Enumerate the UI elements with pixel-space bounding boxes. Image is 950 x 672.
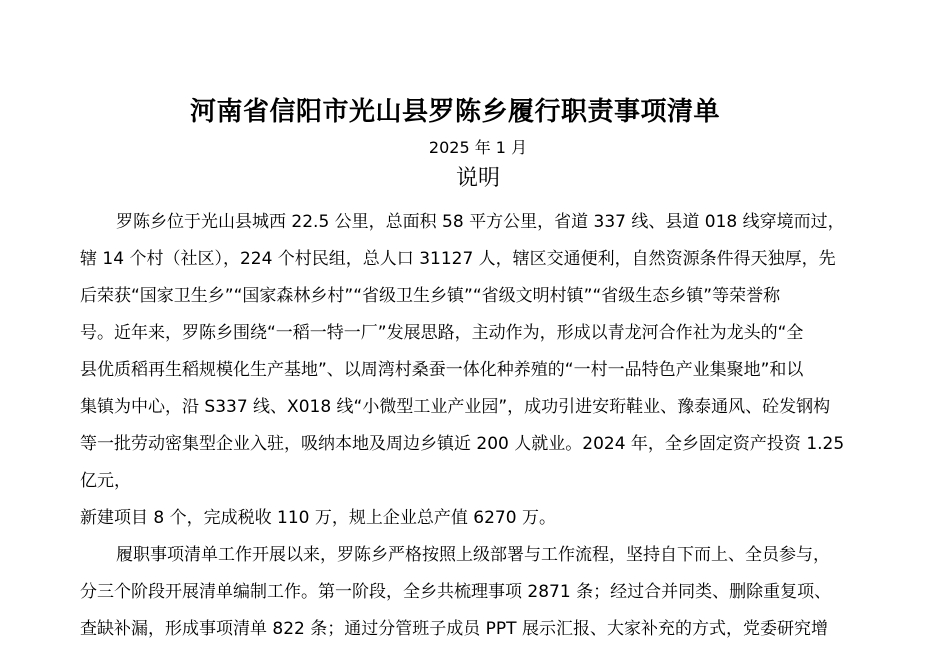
paragraph-line: 辖 14 个村（社区），224 个村民组，总人口 31127 人，辖区交通便利，自然资源条件得天独厚，先 [80, 249, 836, 269]
paragraph-line: 集镇为中心，沿 S337 线、X018 线“小微型工业产业园”，成功引进安珩鞋业、豫泰通风、砼发钢构 [80, 397, 831, 417]
paragraph-line: 后荣获“国家卫生乡”“国家森林乡村”“省级卫生乡镇”“省级文明村镇”“省级生态乡镇”等荣誉称 [80, 286, 781, 306]
paragraph-line: 新建项目 8 个，完成税收 110 万，规上企业总产值 6270 万。 [80, 508, 556, 528]
section-heading: 说明 [455, 166, 500, 191]
paragraph-3 [80, 537, 880, 648]
document-body [80, 204, 880, 648]
paragraph-line: 号。近年来，罗陈乡围绕“一稻一特一厂”发展思路，主动作为，形成以青龙河合作社为龙头的“全 [80, 323, 804, 343]
paragraph-2 [80, 500, 880, 537]
paragraph-line: 罗陈乡位于光山县城西 22.5 公里，总面积 58 平方公里，省道 337 线、县道 018 线穿境而过， [116, 212, 845, 232]
document-date: 2025 年 1 月 [428, 138, 528, 157]
document-title: 河南省信阳市光山县罗陈乡履行职责事项清单 [189, 97, 720, 127]
paragraph-line: 查缺补漏，形成事项清单 822 条；通过分管班子成员 PPT 展示汇报、大家补充的方式，党委研究增 [80, 619, 828, 639]
paragraph-line: 亿元， [80, 471, 131, 491]
paragraph-line: 分三个阶段开展清单编制工作。第一阶段，全乡共梳理事项 2871 条；经过合并同类、删除重复项、 [80, 582, 832, 602]
paragraph-line: 等一批劳动密集型企业入驻，吸纳本地及周边乡镇近 200 人就业。2024 年，全乡固定资产投资 1.25 [80, 434, 845, 454]
paragraph-line: 履职事项清单工作开展以来，罗陈乡严格按照上级部署与工作流程，坚持自下而上、全员参与， [116, 545, 830, 565]
paragraph-line: 县优质稻再生稻规模化生产基地”、以周湾村桑蚕一体化种养殖的“一村一品特色产业集聚地”和以 [80, 360, 804, 380]
paragraph-1 [80, 204, 880, 500]
